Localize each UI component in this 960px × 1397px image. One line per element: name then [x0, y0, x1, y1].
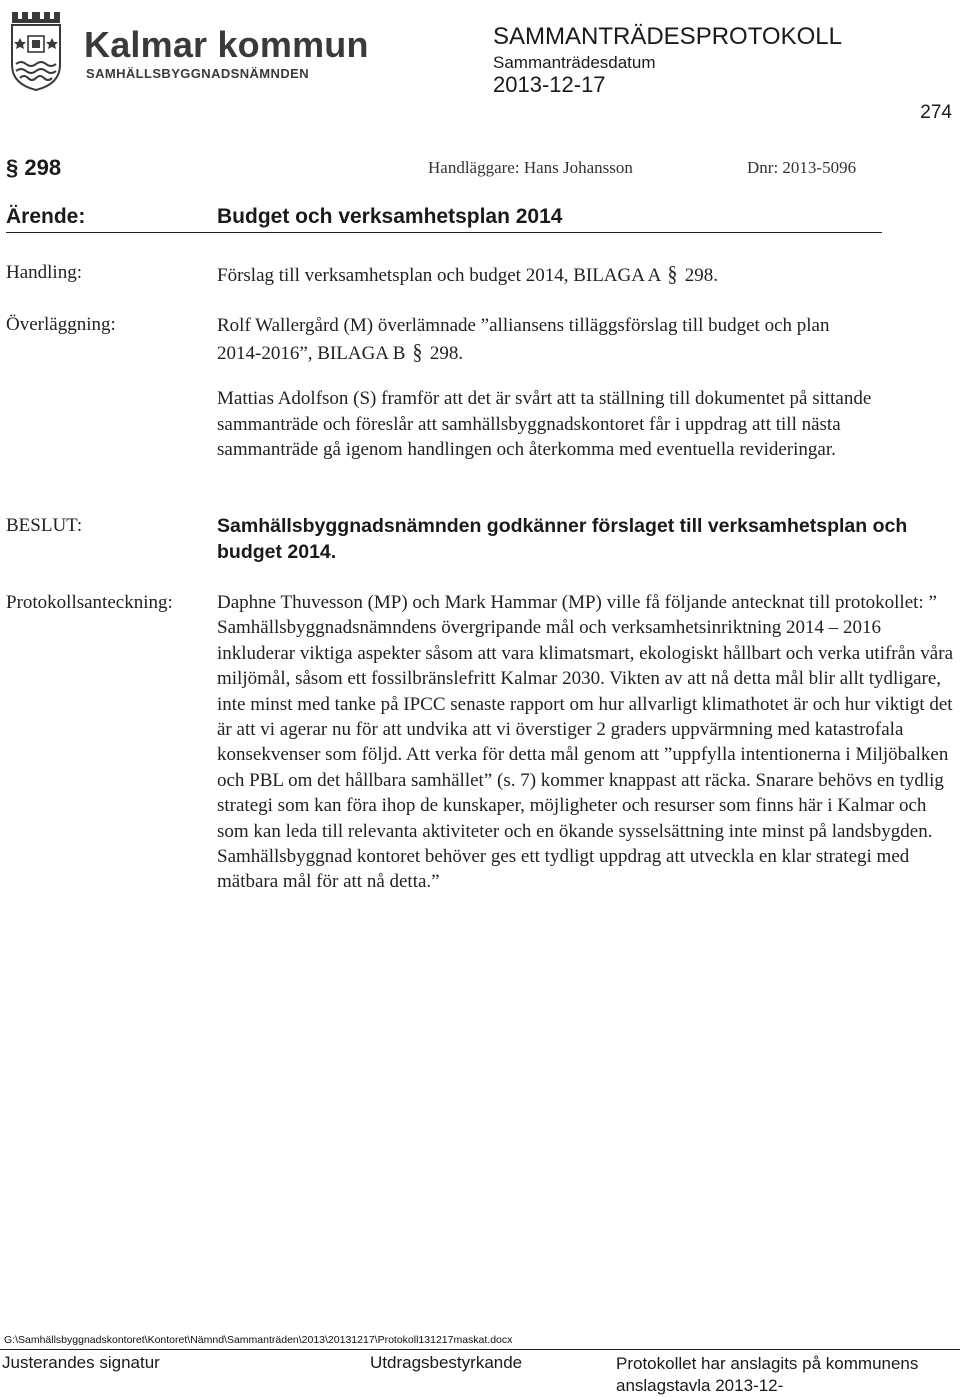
overlaggning-label: Överläggning: — [6, 314, 116, 335]
overlaggning-line-1: Rolf Wallergård (M) överlämnade ”alliansens tilläggsförslag till budget och plan — [217, 315, 830, 336]
document-type-title: SAMMANTRÄDESPROTOKOLL — [493, 23, 842, 50]
file-path: G:\Samhällsbyggnadskontoret\Kontoret\Nämnd\Sammanträden\2013\20131217\Protokoll131217maskat.docx — [4, 1334, 513, 1346]
handling-label: Handling: — [6, 262, 82, 283]
footer-divider — [0, 1349, 960, 1350]
overlaggning-paragraph-2: Mattias Adolfson (S) framför att det är svårt att ta ställning till dokumentet på sittande sammanträde och föreslår att samhällsbyggnadskontoret får i uppdrag att till nästa sammanträde gå igenom handlingen och återkomma med eventuella revideringar. — [217, 388, 872, 461]
arende-label: Ärende: — [6, 205, 86, 228]
beslut-label: BESLUT: — [6, 515, 83, 536]
overlaggning-text — [217, 313, 937, 366]
paragraph-sign: § — [412, 338, 423, 364]
case-officer: Handläggare: Hans Johansson — [428, 158, 633, 177]
brand-subtitle: SAMHÄLLSBYGGNADSNÄMNDEN — [86, 66, 309, 81]
brand-name: Kalmar kommun — [84, 24, 369, 65]
justerandes-signatur: Justerandes signatur — [2, 1353, 160, 1372]
protokollsanteckning-text: Daphne Thuvesson (MP) och Mark Hammar (MP) ville få följande antecknat till protokollet: ” Samhällsbyggnadsnämndens övergripande mål och verksamhetsinriktning 2014 – 2016 inkluderar viktiga aspekter såsom att vara klimatsmart, ekologiskt hållbart och verka utifrån våra miljömål, såsom ett fossilbränslefritt Kalmar 2030. Vikten av att nå detta mål blir allt tydligare, inte minst med tanke på IPCC senaste rapport om hur allvarligt klimathotet är och hur viktigt det är att vi agerar nu för att undvika att vi överstiger 2 graders uppvärmning med katastrofala konsekvenser som följd. Att verka för detta mål genom att ”uppfylla intentionerna i Miljöbalken och PBL om det hållbara samhället” (s. 7) kommer knappast att räcka. Snarare behövs en tydlig strategi som kan föra ihop de kunskaper, möjligheter och resurser som finns här i Kalmar och som kan leda till relevanta aktiviteter och en ökande sysselsättning inte minst på landsbygden. Samhällsbyggnad kontoret behöver ges ett tydligt uppdrag att utveckla en klar strategi med mätbara mål för att nå detta.” — [217, 592, 953, 893]
protokollsanteckning-label: Protokollsanteckning: — [6, 592, 173, 613]
overlaggning-line-2-ref: 298. — [429, 342, 464, 364]
anslag-notice: Protokollet har anslagits på kommunens anslagstavla 2013-12- — [616, 1354, 919, 1395]
handling-text-ref: 298. — [684, 265, 719, 286]
arende-title: Budget och verksamhetsplan 2014 — [217, 205, 563, 228]
meeting-date: 2013-12-17 — [493, 72, 606, 97]
handling-text — [217, 261, 718, 289]
utdragsbestyrkande: Utdragsbestyrkande — [370, 1353, 523, 1372]
handling-text-main: Förslag till verksamhetsplan och budget 2014, BILAGA A — [217, 265, 661, 286]
overlaggning-line-2 — [217, 339, 937, 367]
paragraph-sign: § — [667, 261, 678, 286]
beslut-text: Samhällsbyggnadsnämnden godkänner förslaget till verksamhetsplan och budget 2014. — [217, 515, 908, 563]
page-number: 274 — [920, 102, 952, 123]
kalmar-coat-of-arms-logo — [6, 10, 66, 92]
meeting-date-label: Sammanträdesdatum — [493, 53, 656, 72]
section-number: § 298 — [6, 155, 62, 180]
arende-divider — [6, 232, 882, 233]
overlaggning-line-2-main: 2014-2016”, BILAGA B — [217, 342, 406, 364]
registration-number: Dnr: 2013-5096 — [747, 158, 857, 177]
